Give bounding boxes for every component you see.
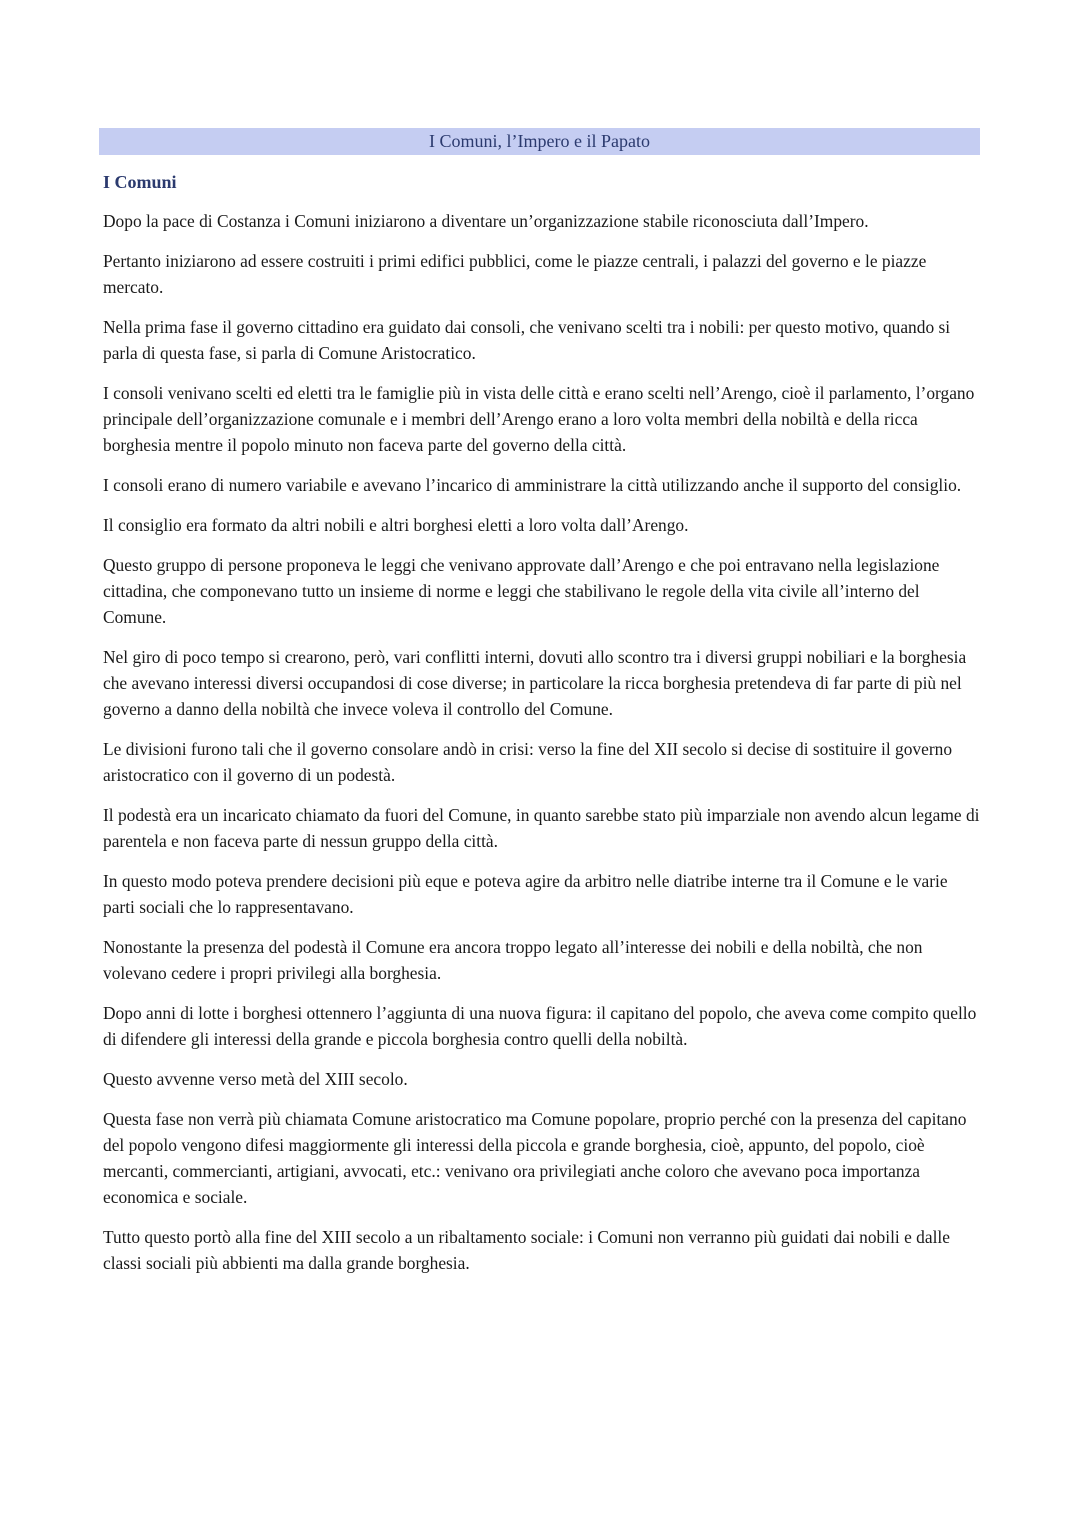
document-body	[103, 208, 983, 1290]
paragraph: Questa fase non verrà più chiamata Comune aristocratico ma Comune popolare, proprio perché con la presenza del capitano del popolo vengono difesi maggiormente gli interessi della piccola e grande borghesia, cioè, appunto, del popolo, cioè mercanti, commercianti, artigiani, avvocati, etc.: venivano ora privilegiati anche coloro che avevano poca importanza economica e sociale.	[103, 1109, 967, 1207]
paragraph: Pertanto iniziarono ad essere costruiti i primi edifici pubblici, come le piazze centrali, i palazzi del governo e le piazze mercato.	[103, 251, 927, 297]
paragraph: Nonostante la presenza del podestà il Comune era ancora troppo legato all’interesse dei nobili e della nobiltà, che non volevano cedere i propri privilegi alla borghesia.	[103, 937, 923, 983]
paragraph: Questo avvenne verso metà del XIII secolo.	[103, 1069, 408, 1089]
paragraph: Il consiglio era formato da altri nobili e altri borghesi eletti a loro volta dall’Arengo.	[103, 515, 689, 535]
paragraph: I consoli erano di numero variabile e avevano l’incarico di amministrare la città utilizzando anche il supporto del consiglio.	[103, 475, 962, 495]
section-heading: I Comuni	[103, 172, 177, 192]
paragraph: In questo modo poteva prendere decisioni più eque e poteva agire da arbitro nelle diatribe interne tra il Comune e le varie parti sociali che lo rappresentavano.	[103, 871, 948, 917]
paragraph: Il podestà era un incaricato chiamato da fuori del Comune, in quanto sarebbe stato più imparziale non avendo alcun legame di parentela e non faceva parte di nessun gruppo della città.	[103, 805, 980, 851]
paragraph: I consoli venivano scelti ed eletti tra le famiglie più in vista delle città e erano scelti nell’Arengo, cioè il parlamento, l’organo principale dell’organizzazione comunale e i membri dell’Arengo erano a loro volta membri della nobiltà e della ricca borghesia mentre il popolo minuto non faceva parte del governo della città.	[103, 383, 975, 455]
paragraph: Le divisioni furono tali che il governo consolare andò in crisi: verso la fine del XII secolo si decise di sostituire il governo aristocratico con il governo di un podestà.	[103, 739, 953, 785]
paragraph: Questo gruppo di persone proponeva le leggi che venivano approvate dall’Arengo e che poi entravano nella legislazione cittadina, che componevano tutto un insieme di norme e leggi che stabilivano le regole della vita civile all’interno del Comune.	[103, 555, 940, 627]
paragraph: Dopo anni di lotte i borghesi ottennero l’aggiunta di una nuova figura: il capitano del popolo, che aveva come compito quello di difendere gli interessi della grande e piccola borghesia contro quelli della nobiltà.	[103, 1003, 977, 1049]
paragraph: Nella prima fase il governo cittadino era guidato dai consoli, che venivano scelti tra i nobili: per questo motivo, quando si parla di questa fase, si parla di Comune Aristocratico.	[103, 317, 951, 363]
document-title: I Comuni, l’Impero e il Papato	[99, 128, 980, 155]
paragraph: Tutto questo portò alla fine del XIII secolo a un ribaltamento sociale: i Comuni non verranno più guidati dai nobili e dalle classi sociali più abbienti ma dalla grande borghesia.	[103, 1227, 950, 1273]
paragraph: Dopo la pace di Costanza i Comuni iniziarono a diventare un’organizzazione stabile riconosciuta dall’Impero.	[103, 211, 869, 231]
paragraph: Nel giro di poco tempo si crearono, però, vari conflitti interni, dovuti allo scontro tra i diversi gruppi nobiliari e la borghesia che avevano interessi diversi occupandosi di cose diverse; in particolare la ricca borghesia pretendeva di far parte di più nel governo a danno della nobiltà che invece voleva il controllo del Comune.	[103, 647, 967, 719]
